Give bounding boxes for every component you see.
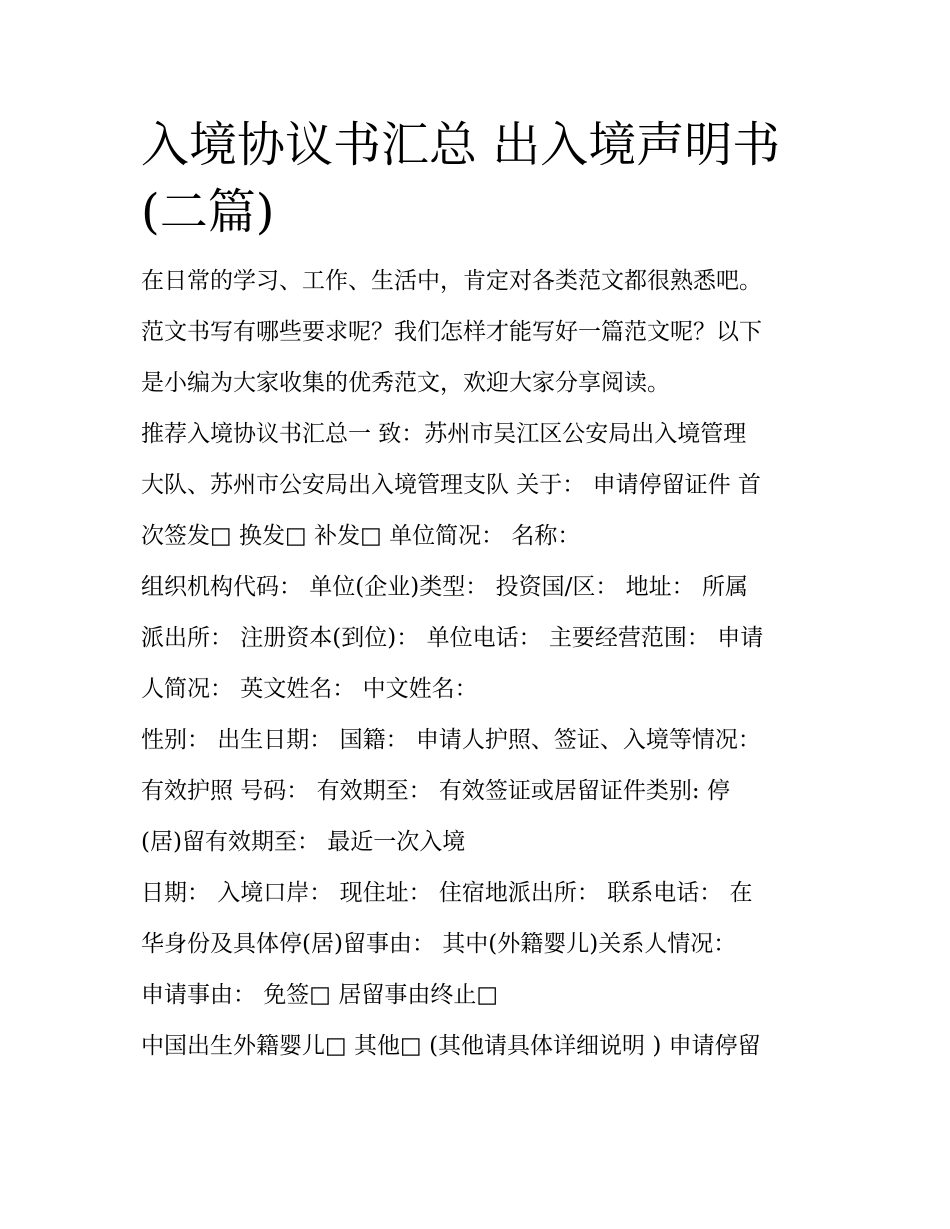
body-line: 中国出生外籍婴儿□ 其他□ (其他请具体详细说明 ) 申请停留 <box>141 1033 761 1059</box>
body-line: 次签发□ 换发□ 补发□ 单位简况： 名称： <box>141 523 581 549</box>
title-line-1: 入境协议书汇总 出入境声明书 <box>141 117 781 173</box>
body-line: 有效护照 号码： 有效期至： 有效签证或居留证件类别: 停 <box>141 778 730 804</box>
body-line: (居)留有效期至： 最近一次入境 <box>141 829 466 855</box>
body-line: 华身份及具体停(居)留事由： 其中(外籍婴儿)关系人情况： <box>141 931 737 957</box>
title-line-2: (二篇) <box>141 184 275 240</box>
document-page <box>141 112 811 1072</box>
document-body <box>141 256 811 1072</box>
body-line: 范文书写有哪些要求呢？我们怎样才能写好一篇范文呢？以下 <box>141 319 762 345</box>
body-line: 日期： 入境口岸： 现住址： 住宿地派出所： 联系电话： 在 <box>141 880 753 906</box>
body-line: 是小编为大家收集的优秀范文，欢迎大家分享阅读。 <box>141 370 670 396</box>
body-line: 申请事由： 免签□ 居留事由终止□ <box>141 982 499 1008</box>
body-line: 组织机构代码： 单位(企业)类型： 投资国/区： 地址： 所属 <box>141 574 748 600</box>
body-line: 性别： 出生日期： 国籍： 申请人护照、签证、入境等情况： <box>141 727 761 753</box>
body-line: 人简况： 英文姓名： 中文姓名： <box>141 676 478 702</box>
body-line: 推荐入境协议书汇总一 致：苏州市吴江区公安局出入境管理 <box>141 421 747 447</box>
document-title <box>141 112 811 246</box>
body-line: 派出所： 注册资本(到位)： 单位电话： 主要经营范围： 申请 <box>141 625 764 651</box>
body-line: 在日常的学习、工作、生活中，肯定对各类范文都很熟悉吧。 <box>141 268 762 294</box>
body-line: 大队、苏州市公安局出入境管理支队 关于： 申请停留证件 首 <box>141 472 761 498</box>
